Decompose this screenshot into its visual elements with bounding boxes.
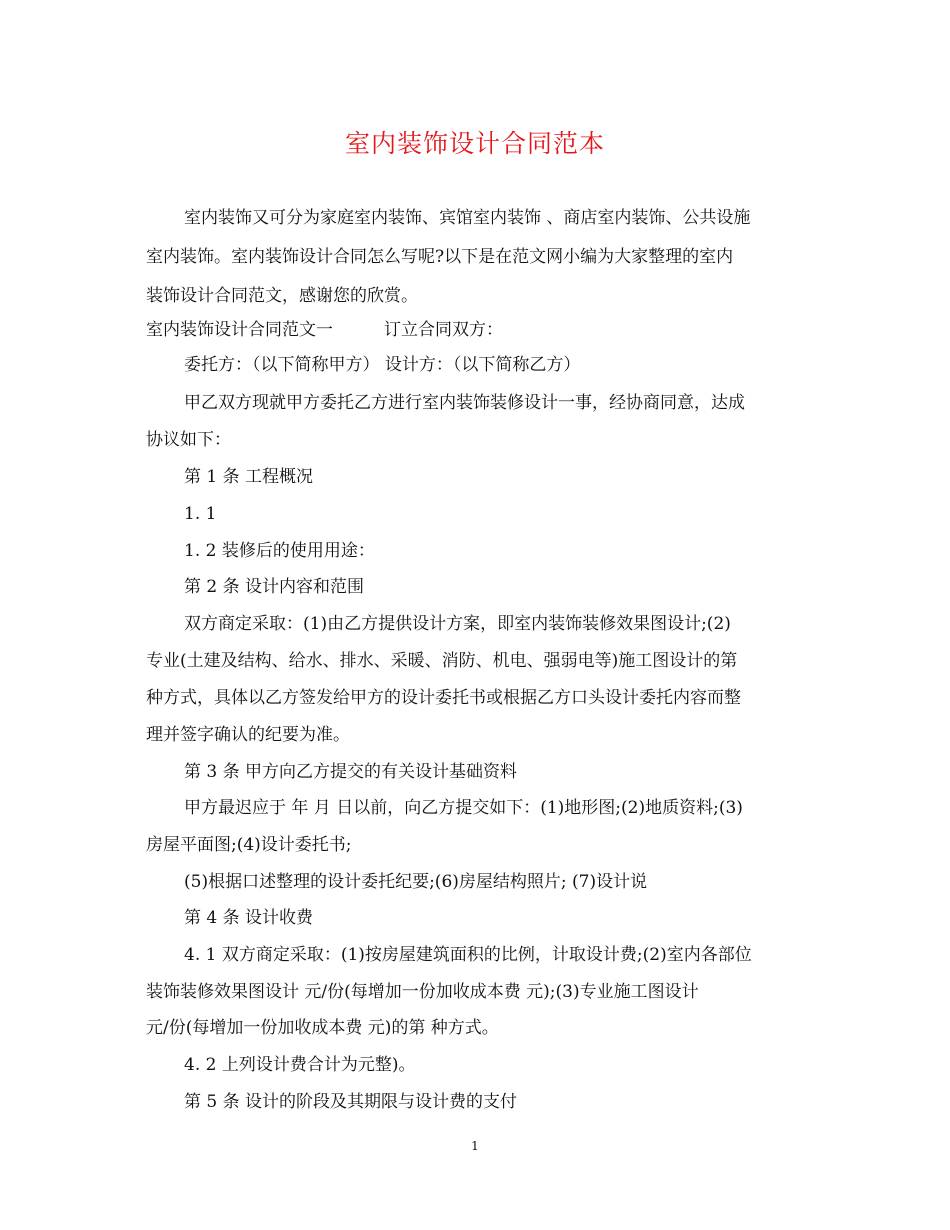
section-heading: 第 3 条 甲方向乙方提交的有关设计基础资料 bbox=[184, 762, 518, 782]
paragraph-line: 专业(土建及结构、给水、排水、采暖、消防、机电、强弱电等)施工图设计的第 bbox=[146, 651, 738, 671]
paragraph-line: 装饰装修效果图设计 元/份(每增加一份加收成本费 元);(3)专业施工图设计 bbox=[146, 982, 699, 1002]
section-heading: 第 1 条 工程概况 bbox=[184, 467, 314, 487]
paragraph-line: 委托方：（以下简称甲方） 设计方：（以下简称乙方） bbox=[184, 355, 581, 375]
paragraph-line: 4. 1 双方商定采取：(1)按房屋建筑面积的比例，计取设计费;(2)室内各部位 bbox=[184, 945, 752, 965]
paragraph-line: 元/份(每增加一份加收成本费 元)的第 种方式。 bbox=[146, 1018, 499, 1038]
paragraph-line: 协议如下： bbox=[146, 430, 231, 450]
paragraph-line: 室内装饰又可分为家庭室内装饰、宾馆室内装饰 、商店室内装饰、公共设施 bbox=[184, 208, 751, 228]
paragraph-line: 4. 2 上列设计费合计为元整)。 bbox=[184, 1055, 416, 1075]
paragraph-line: 室内装饰。室内装饰设计合同怎么写呢?以下是在范文网小编为大家整理的室内 bbox=[146, 247, 734, 267]
paragraph-line: 双方商定采取：(1)由乙方提供设计方案，即室内装饰装修效果图设计;(2) bbox=[184, 614, 731, 634]
paragraph-line: 室内装饰设计合同范文一 订立合同双方： bbox=[146, 320, 503, 340]
section-heading: 第 5 条 设计的阶段及其期限与设计费的支付 bbox=[184, 1092, 518, 1112]
paragraph-line: 理并签字确认的纪要为准。 bbox=[146, 725, 350, 745]
paragraph-line: 甲乙双方现就甲方委托乙方进行室内装饰装修设计一事，经协商同意，达成 bbox=[184, 393, 745, 413]
section-heading: 第 4 条 设计收费 bbox=[184, 908, 314, 928]
paragraph-line: 装饰设计合同范文，感谢您的欣赏。 bbox=[146, 286, 418, 306]
paragraph-line: 甲方最迟应于 年 月 日以前，向乙方提交如下：(1)地形图;(2)地质资料;(3) bbox=[184, 798, 743, 818]
paragraph-line: 1. 1 bbox=[184, 504, 217, 524]
section-heading: 第 2 条 设计内容和范围 bbox=[184, 577, 365, 597]
paragraph-line: 1. 2 装修后的使用用途： bbox=[184, 541, 375, 561]
document-title: 室内装饰设计合同范本 bbox=[344, 129, 605, 158]
page-number: 1 bbox=[471, 1139, 479, 1153]
paragraph-line: 种方式，具体以乙方签发给甲方的设计委托书或根据乙方口头设计委托内容而整 bbox=[146, 688, 741, 708]
paragraph-line: (5)根据口述整理的设计委托纪要;(6)房屋结构照片; (7)设计说 bbox=[184, 872, 648, 892]
paragraph-line: 房屋平面图;(4)设计委托书; bbox=[146, 835, 352, 855]
